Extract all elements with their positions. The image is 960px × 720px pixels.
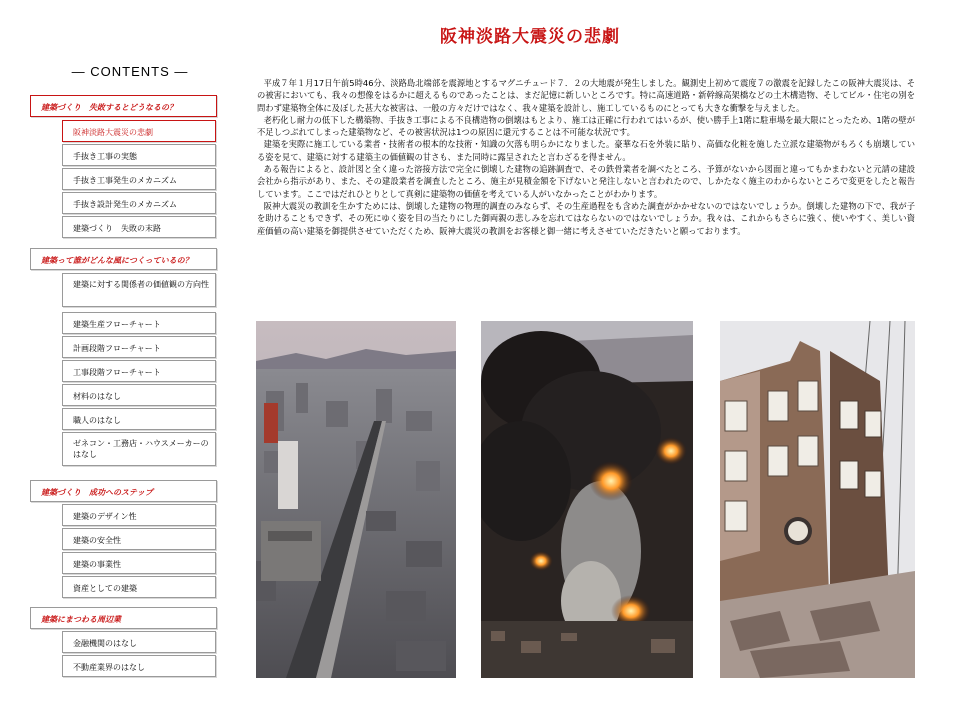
article-paragraph: 老朽化し耐力の低下した構築物、手抜き工事による不良構造物の倒壊はもとより、施工は正確に行われてはいるが、使い勝手上1階に駐車場を最大限にとったため、1階の壁が不足しつぶれてしまった建築物など、その被害状況は1つの原因に還元することは不可能な状況です。 xyxy=(257,114,915,138)
article-body xyxy=(257,77,915,237)
article-paragraph: 阪神大震災の教訓を生かすためには、倒壊した建物の物理的調査のみならず、その生産過程をも含めた調査がかかせないのではないでしょうか。倒壊した建物の下で、我が子を助けることもできず、その死にゆく姿を目の当たりにした御両親の悲しみを忘れてはならないのではないでしょうか。我々は、これからもさらに強く、使いやすく、美しい資産価値の高い建築を御提供させていただくため、阪神大震災の教訓をお客様と御一緒に考えさせていただきたいと願っております。 xyxy=(257,200,915,236)
contents-heading: ― CONTENTS ― xyxy=(71,64,189,79)
nav-item-production-flow[interactable]: 建築生産フローチャート xyxy=(62,312,216,334)
article-paragraph: 平成７年１月17日午前5時46分、淡路島北端部を震源地とするマグニチュード７．２の大地震が発生しました。観測史上初めて震度７の激震を記録したこの阪神大震災は、その被害においても、我々の想像をはるかに超えるものであったことは、まだ記憶に新しいところです。特に高速道路・新幹線高架橋などの土木構造物、そしてビル・住宅の別を問わず建築物全体に及ぼした甚大な被害は、一般の方々だけではなく、我々建築を設計し、施工しているものにとっても大きな衝撃を与えました。 xyxy=(257,78,915,113)
nav-section-failure[interactable]: 建築づくり 失敗するとどうなるの？ xyxy=(30,95,217,117)
nav-item-shoddy-work-mechanism[interactable]: 手抜き工事発生のメカニズム xyxy=(62,168,216,190)
collapsed-building-photo xyxy=(720,321,915,678)
nav-item-craftsmen[interactable]: 職人のはなし xyxy=(62,408,216,430)
nav-section-related-industries[interactable]: 建築にまつわる周辺業 xyxy=(30,607,217,629)
page-title: 阪神淡路大震災の悲劇 xyxy=(440,27,620,47)
article-paragraph: 建築を実際に施工している業者・技術者の根本的な技術・知識の欠落も明らかになりました。豪華な石を外装に貼り、高価な化粧を施した立派な建築物がもろくも崩壊している姿を見て、建築に対する建築主の価値観の甘さも、また同時に露呈されたと言わざるを得ません。 xyxy=(257,139,915,162)
nav-item-construction-flow[interactable]: 工事段階フローチャート xyxy=(62,360,216,382)
nav-item-hanshin-tragedy[interactable]: 阪神淡路大震災の悲劇 xyxy=(62,120,216,142)
nav-section-who-builds[interactable]: 建築って誰がどんな風につくっているの？ xyxy=(30,248,217,270)
fire-smoke-photo xyxy=(481,321,693,678)
nav-item-shoddy-work[interactable]: 手抜き工事の実態 xyxy=(62,144,216,166)
nav-item-safety[interactable]: 建築の安全性 xyxy=(62,528,216,550)
nav-item-asset[interactable]: 資産としての建築 xyxy=(62,576,216,598)
nav-item-planning-flow[interactable]: 計画段階フローチャート xyxy=(62,336,216,358)
nav-item-business[interactable]: 建築の事業性 xyxy=(62,552,216,574)
nav-item-contractors[interactable]: ゼネコン・工務店・ハウスメーカーのはなし xyxy=(62,432,216,466)
aerial-city-photo xyxy=(256,321,456,678)
article-paragraph: ある報告によると、設計図と全く違った溶接方法で完全に倒壊した建物の追跡調査で、その鉄骨業者を調べたところ、予算がないから図面と違ってもかまわないと元請の建設会社から指示があり、また、その建設業者を調査したところ、施主が見積金額を下げないと発注しないと言われたので、しかたなく施主のわからないところで変更をしたと報告しています。ここではだれひとりとして真剣に建築物の価値を考えている人がいなかったことがわかります。 xyxy=(257,164,915,199)
nav-item-shoddy-design-mechanism[interactable]: 手抜き設計発生のメカニズム xyxy=(62,192,216,214)
nav-item-finance[interactable]: 金融機関のはなし xyxy=(62,631,216,653)
nav-item-failure-outcome[interactable]: 建築づくり 失敗の末路 xyxy=(62,216,216,238)
nav-item-design[interactable]: 建築のデザイン性 xyxy=(62,504,216,526)
nav-item-materials[interactable]: 材料のはなし xyxy=(62,384,216,406)
nav-section-success-steps[interactable]: 建築づくり 成功へのステップ xyxy=(30,480,217,502)
nav-item-stakeholder-values[interactable]: 建築に対する関係者の価値観の方向性 xyxy=(62,273,216,307)
nav-item-real-estate[interactable]: 不動産業界のはなし xyxy=(62,655,216,677)
